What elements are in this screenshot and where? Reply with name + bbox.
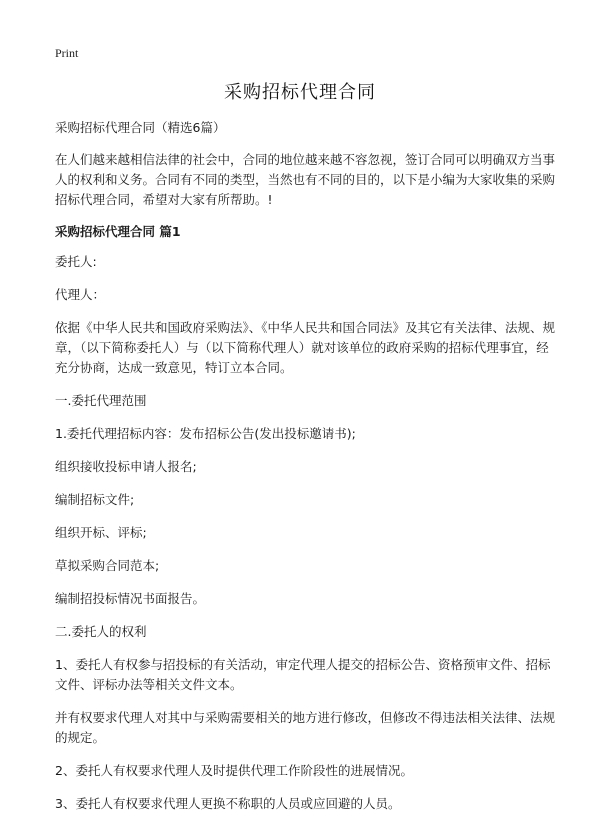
section-scope-heading: 一.委托代理范围 (55, 393, 147, 408)
section-rights-heading: 二.委托人的权利 (55, 624, 147, 639)
paragraph-scope-5: 草拟采购合同范本; (55, 558, 160, 573)
document-subtitle: 采购招标代理合同（精选6篇） (55, 120, 226, 135)
document-title: 采购招标代理合同 (224, 82, 376, 103)
document-body (55, 118, 555, 827)
intro-paragraph: 在人们越来越相信法律的社会中，合同的地位越来越不容忽视，签订合同可以明确双方当事人的权利和义务。合同有不同的类型，当然也有不同的目的，以下是小编为大家收集的采购招标代理合同，希望对大家有所帮助。! (55, 152, 556, 207)
paragraph-rights-1: 1、委托人有权参与招投标的有关活动，审定代理人提交的招标公告、资格预审文件、招标文件、评标办法等相关文件文本。 (55, 657, 551, 692)
paragraph-scope-1: 1.委托代理招标内容：发布招标公告(发出投标邀请书); (55, 426, 356, 441)
paragraph-principal: 委托人: (55, 254, 97, 269)
paragraph-scope-6: 编制招投标情况书面报告。 (55, 591, 206, 606)
paragraph-rights-1b: 并有权要求代理人对其中与采购需要相关的地方进行修改，但修改不得违法相关法律、法规的规定。 (55, 710, 556, 745)
paragraph-scope-3: 编制招标文件; (55, 492, 135, 507)
paragraph-rights-2: 2、委托人有权要求代理人及时提供代理工作阶段性的进展情况。 (55, 763, 413, 778)
print-label[interactable]: Print (55, 46, 79, 60)
section-heading: 采购招标代理合同 篇1 (55, 224, 181, 239)
paragraph-scope-4: 组织开标、评标; (55, 525, 147, 540)
paragraph-agent: 代理人： (55, 287, 106, 302)
paragraph-basis: 依据《中华人民共和国政府采购法》、《中华人民共和国合同法》及其它有关法律、法规、规章，（以下简称委托人）与（以下简称代理人）就对该单位的政府采购的招标代理事宜，经充分协商，达成一致意见，特订立本合同。 (55, 320, 556, 375)
paragraph-rights-3: 3、委托人有权要求代理人更换不称职的人员或应回避的人员。 (55, 796, 401, 811)
paragraph-scope-2: 组织接收投标申请人报名; (55, 459, 197, 474)
